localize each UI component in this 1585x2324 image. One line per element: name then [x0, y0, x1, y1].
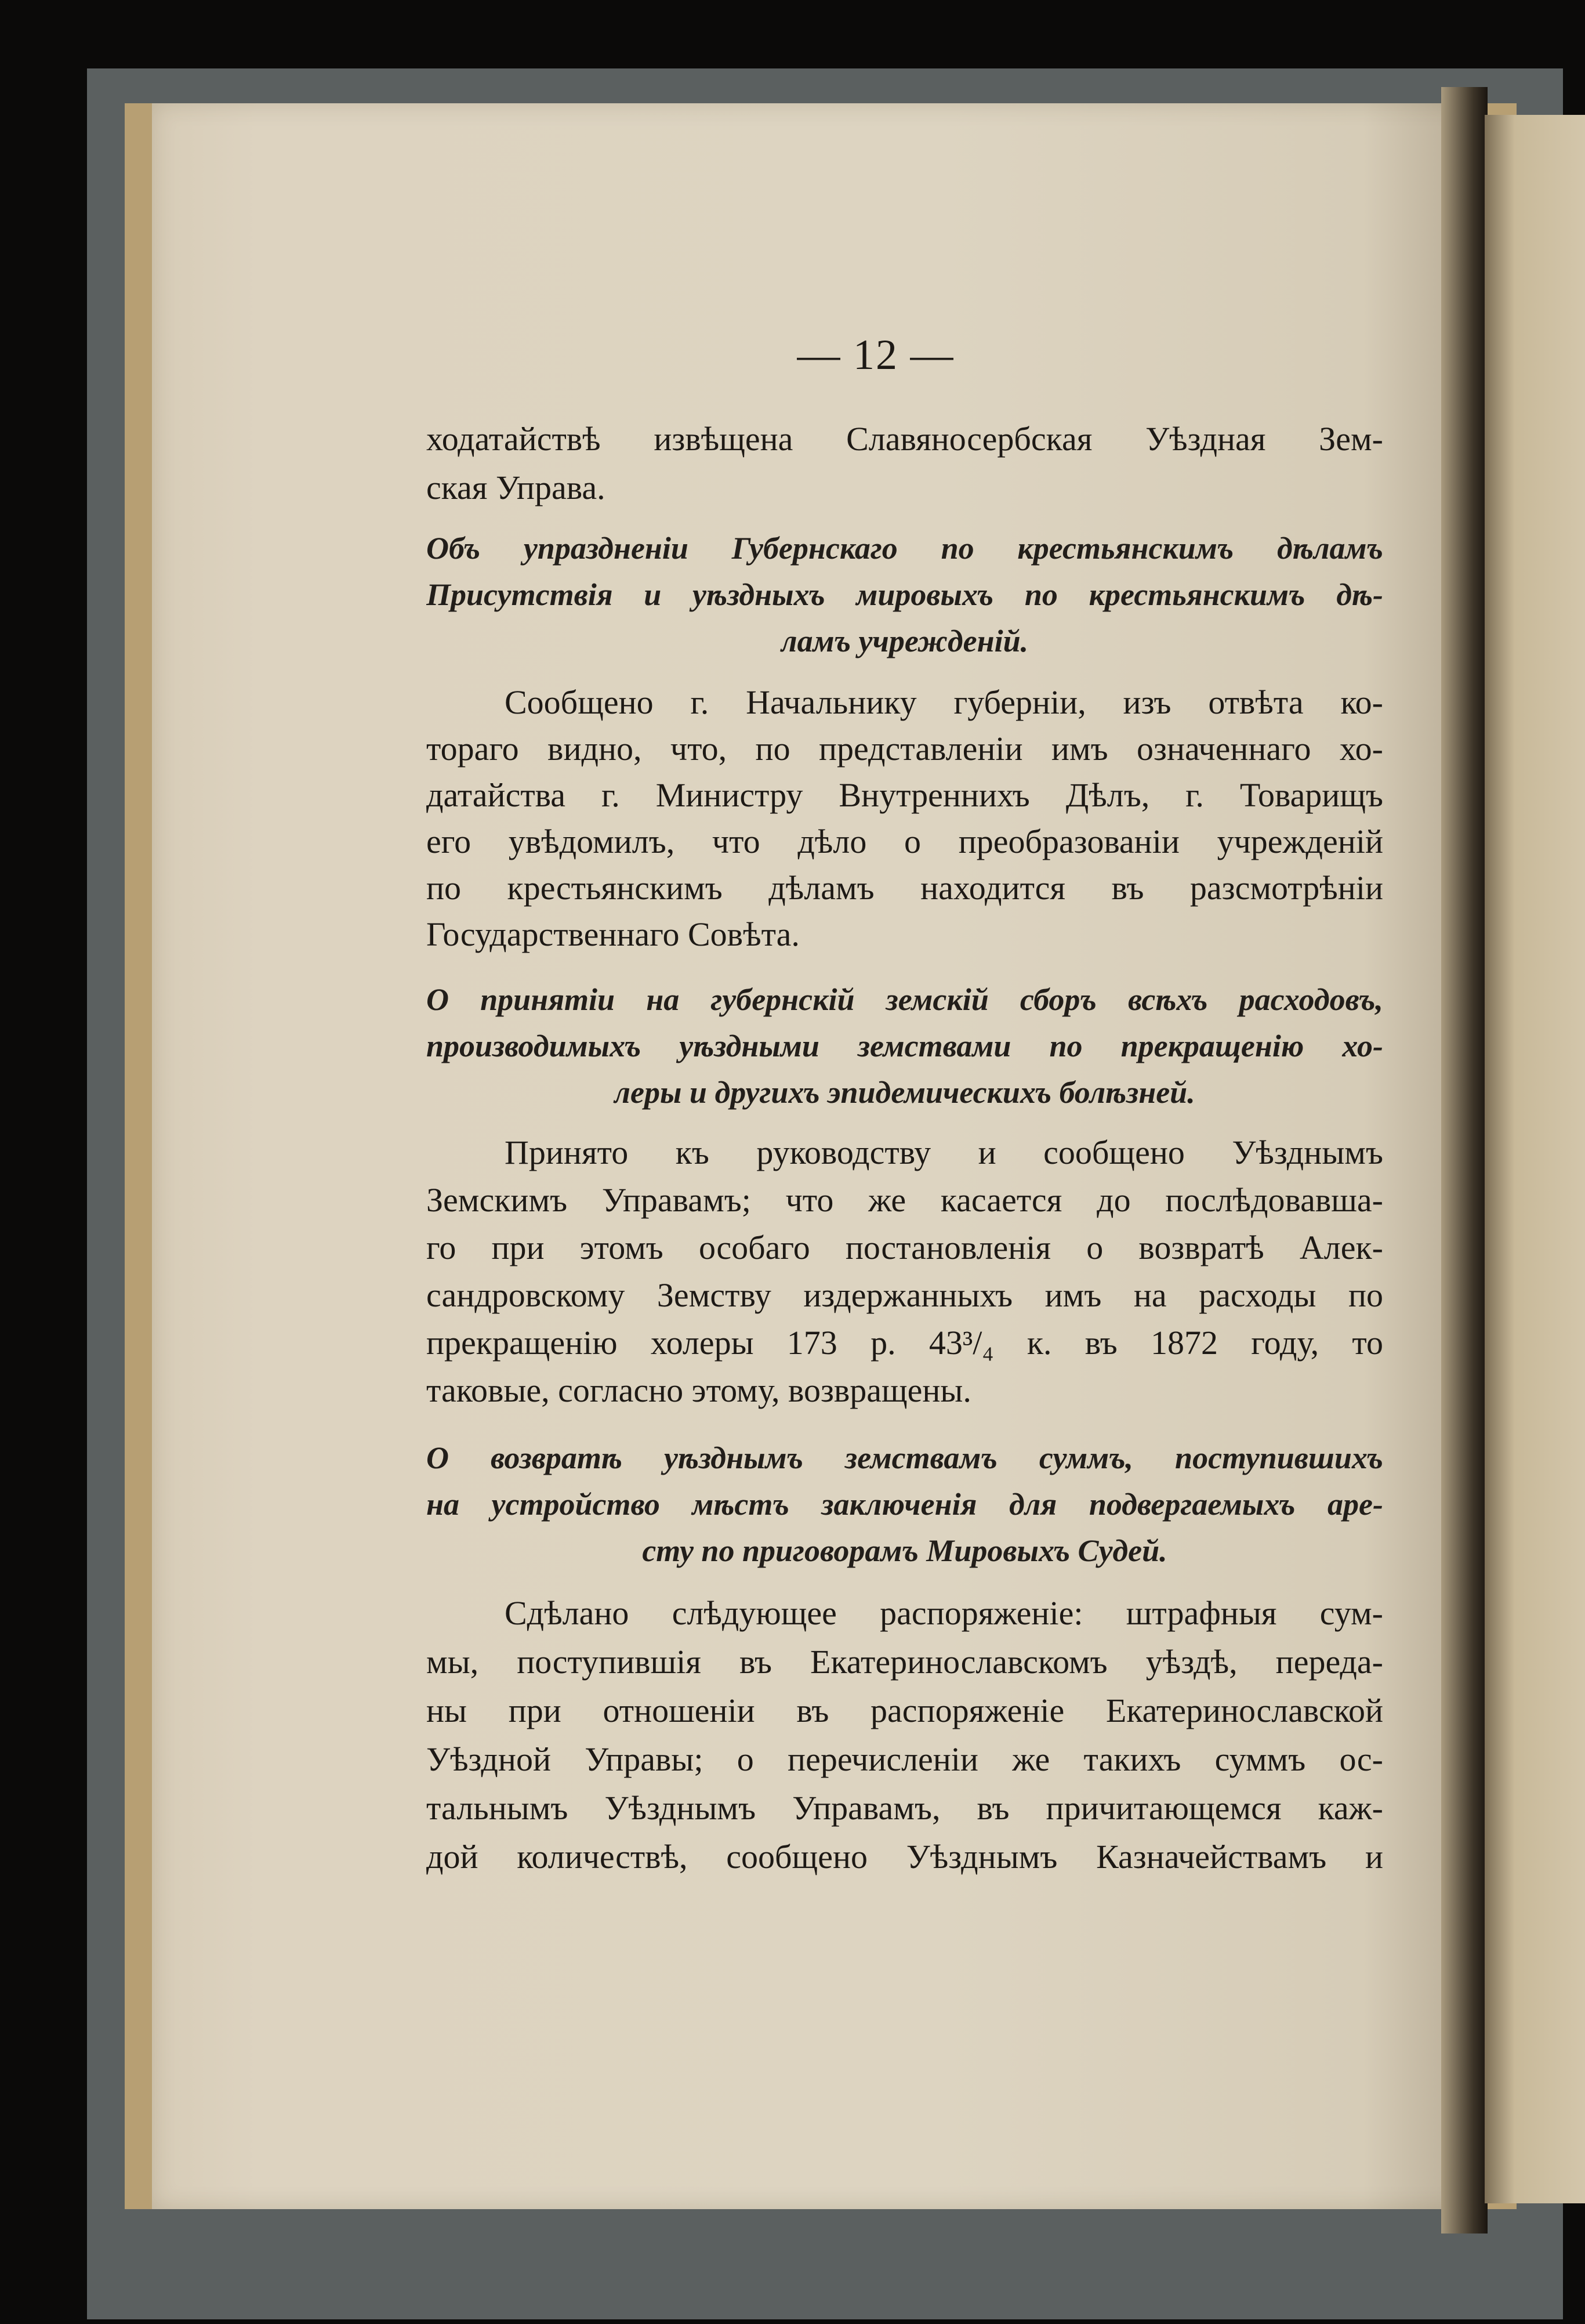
text-line: Сдѣлано слѣдующее распоряженіе: штрафныя сум- — [505, 1594, 1383, 1632]
text-line: датайства г. Министру Внутреннихъ Дѣлъ, г. Товарищъ — [426, 776, 1383, 814]
text-line: ходатайствѣ извѣщена Славяносербская Уѣздная Зем- — [426, 420, 1383, 458]
text-line: Земскимъ Управамъ; что же касается до послѣдовавша- — [426, 1181, 1383, 1219]
text-line: по крестьянскимъ дѣламъ находится въ разсмотрѣніи — [426, 869, 1383, 907]
text-line: го при этомъ особаго постановленія о возвратѣ Алек- — [426, 1229, 1383, 1266]
text-line: его увѣдомилъ, что дѣло о преобразованіи учрежденій — [426, 823, 1383, 860]
text-line: дой количествѣ, сообщено Уѣзднымъ Казначействамъ и — [426, 1838, 1383, 1876]
text-line: прекращенію холеры 173 р. 43³/₄ к. въ 1872 году, то — [426, 1324, 1383, 1362]
section-heading-line: О возвратѣ уѣзднымъ земствамъ суммъ, поступившихъ — [426, 1440, 1383, 1475]
section-heading-line: леры и другихъ эпидемическихъ болѣзней. — [614, 1075, 1195, 1110]
text-line: ская Управа. — [426, 469, 605, 506]
section-heading-line: производимыхъ уѣздными земствами по прекращенію хо- — [426, 1029, 1383, 1063]
section-heading-line: ламъ учрежденій. — [781, 624, 1029, 658]
text-line: тораго видно, что, по представленіи имъ означеннаго хо- — [426, 730, 1383, 768]
text-line: Уѣздной Управы; о перечисленіи же такихъ суммъ ос- — [426, 1740, 1383, 1778]
text-line: Принято къ руководству и сообщено Уѣзднымъ — [505, 1134, 1383, 1171]
text-line: ны при отношеніи въ распоряженіе Екатеринославской — [426, 1692, 1383, 1729]
text-line: таковые, согласно этому, возвращены. — [426, 1371, 971, 1409]
section-heading-line: Объ упраздненіи Губернскаго по крестьянскимъ дѣламъ — [426, 531, 1383, 566]
section-heading-line: на устройство мѣстъ заключенія для подвергаемыхъ аре- — [426, 1487, 1383, 1522]
text-line: Государственнаго Совѣта. — [426, 915, 800, 953]
page-number: — 12 — — [797, 331, 955, 379]
text-line: тальнымъ Уѣзднымъ Управамъ, въ причитающемся каж- — [426, 1789, 1383, 1827]
section-heading-line: О принятіи на губернскій земскій сборъ всѣхъ расходовъ, — [426, 982, 1383, 1017]
section-heading-line: сту по приговорамъ Мировыхъ Судей. — [642, 1533, 1167, 1568]
text-line: сандровскому Земству издержанныхъ имъ на расходы по — [426, 1276, 1383, 1314]
text-line: мы, поступившія въ Екатеринославскомъ уѣздѣ, переда- — [426, 1643, 1383, 1681]
text-line: Сообщено г. Начальнику губерніи, изъ отвѣта ко- — [505, 683, 1383, 721]
section-heading-line: Присутствія и уѣздныхъ мировыхъ по крестьянскимъ дѣ- — [426, 577, 1383, 612]
